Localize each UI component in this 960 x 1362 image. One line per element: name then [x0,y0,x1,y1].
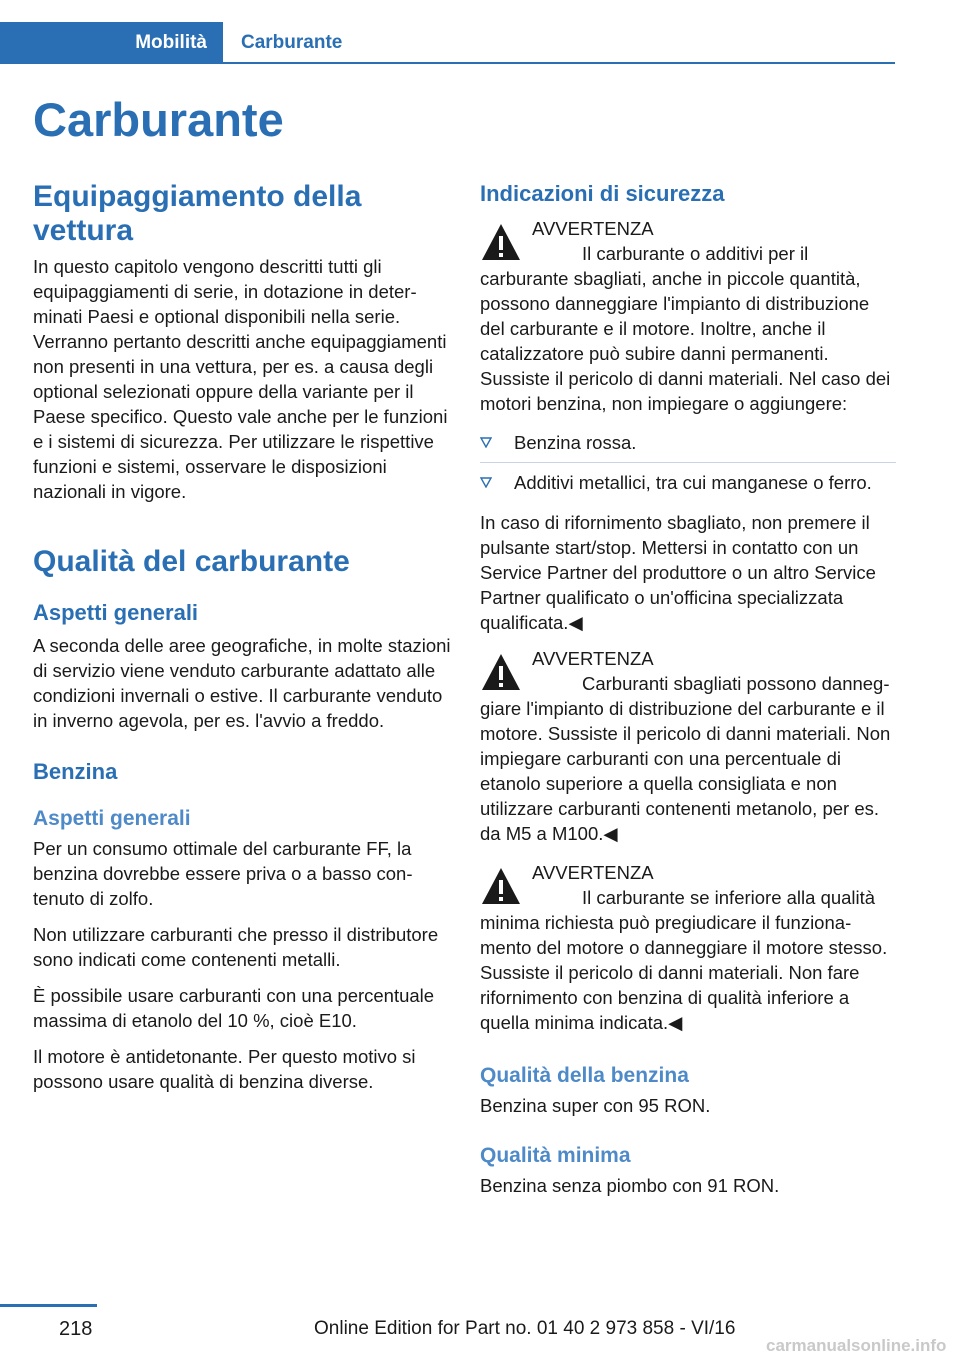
warning-triangle-icon [480,866,522,906]
warning-title: AVVERTENZA [532,648,654,669]
breadcrumb[interactable]: Carburante [241,32,343,53]
page-number-rule [0,1304,97,1307]
paragraph-sulfur: Per un consumo ottimale del carburante FF, la benzina dovrebbe essere priva o a basso contenuto di zolfo. [33,838,413,909]
warning-title: AVVERTENZA [532,862,654,883]
paragraph-wrong-refuel: In caso di rifornimento sbagliato, non premere il pulsante start/stop. Mettersi in contatto con un Service Partner del produttore o un altro Service Partner qualificato o un'officina specializzata qualificata.◀ [480,512,876,633]
paragraph-knock: Il motore è antidetonante. Per questo motivo si possono usare qualità di benzina diverse. [33,1046,416,1092]
warning-triangle-icon [480,222,522,262]
triangle-bullet-icon [480,476,492,488]
paragraph-minimum-quality: Benzina senza piombo con 91 RON. [480,1175,780,1196]
heading-fuel-quality: Qualità del carburante [33,545,350,578]
paragraph-ethanol: È possibile usare carburanti con una percentuale massima di etanolo del 10 %, cioè E10. [33,985,435,1031]
heading-equipment: Equipaggiamento della vettura [33,180,362,247]
warning-body: Il carburante o additivi per il carburante sbagliati, anche in piccole quantità, possono danneggiare l'impianto di distribuzione del carburante e il motore. Inoltre, anche il catalizzatore può subire danni permanenti. Sussiste il pericolo di danni materiali. Nel caso dei motori benzina, non impiegare o aggiungere: [480,243,891,414]
list-item: Additivi metallici, tra cui manganese o ferro. [480,470,896,502]
subheading-general-aspects: Aspetti generali [33,807,191,830]
edition-footer: Online Edition for Part no. 01 40 2 973 858 - VI/16 [314,1318,736,1339]
heading-general-aspects: Aspetti generali [33,600,199,625]
page-number: 218 [59,1318,93,1340]
paragraph-general-aspects: A seconda delle aree geografiche, in molte stazioni di servizio viene venduto carburante adattato alle condizioni invernali o estive. Il carburante venduto in inverno agevola, per es. l'avvio a freddo. [33,635,451,731]
paragraph-petrol-quality: Benzina super con 95 RON. [480,1095,711,1116]
paragraph-equipment: In questo capitolo vengono descritti tutti gli equipaggiamenti di serie, in dotazione in determinati Paesi e optional disponibili nella serie. Verranno pertanto descritti anche equipaggiamenti non presenti in una vettura, per es. a causa degli optional selezionati oppure della variante per il Paese specifico. Questo vale anche per le funzioni e i sistemi di sicurezza. Per utilizzare le rispettive funzioni e sistemi, osservare le disposizioni nazionali in vigore. [33,256,448,502]
warning-body: Carburanti sbagliati possono danneggiare l'impianto di distribuzione del carburante e il motore. Sussiste il pericolo di danni materiali. Non impiegare carburanti con una percentuale di etanolo superiore a quella consigliata e non utilizzare carburanti contenenti metanolo, per es. da M5 a M100.◀ [480,673,891,844]
warning-title: AVVERTENZA [532,218,654,239]
warning-block-2 [480,646,896,846]
warning-body: Il carburante se inferiore alla qualità minima richiesta può pregiudicare il funzionamento del motore o danneggiare il motore stesso. Sussiste il pericolo di danni materiali. Non fare rifornimento con benzina di qualità inferiore a quella minima indicata.◀ [480,887,888,1033]
page-title: Carburante [33,93,284,146]
warning-block-1 [480,216,896,416]
list-item: Benzina rossa. [480,430,896,463]
heading-safety: Indicazioni di sicurezza [480,181,725,206]
subheading-minimum-quality: Qualità minima [480,1144,631,1167]
heading-petrol: Benzina [33,759,118,784]
header-bar [0,22,895,64]
section-tab-label: Mobilità [135,32,207,53]
paragraph-metals: Non utilizzare carburanti che presso il distributore sono indicati come contenenti metalli. [33,924,439,970]
warning-block-3 [480,860,896,1035]
right-column [480,180,896,1209]
subheading-petrol-quality: Qualità della benzina [480,1064,689,1087]
watermark: carmanualsonline.info [766,1336,947,1355]
section-tab[interactable] [0,22,223,62]
warning-triangle-icon [480,652,522,692]
left-column [33,180,451,1105]
prohibited-additives-list [480,430,896,502]
triangle-bullet-icon [480,436,492,448]
